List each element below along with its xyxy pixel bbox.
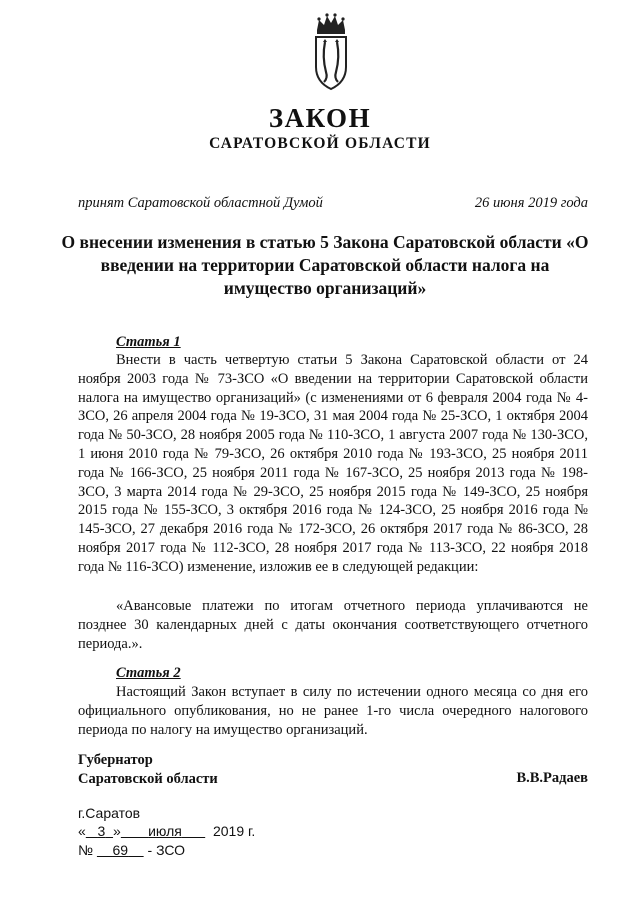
signatory-name: В.В.Радаев [516, 770, 588, 786]
number-suffix: - ЗСО [147, 842, 186, 858]
date-year: 2019 г. [212, 823, 256, 839]
law-title: О внесении изменения в статью 5 Закона Саратовской области «О введении на территории Саратовской области налога на имущество организаций» [61, 232, 589, 298]
date-open-quote: « [78, 823, 86, 839]
document-subtitle: САРАТОВСКОЙ ОБЛАСТИ [209, 135, 431, 152]
place-of-signing: г.Саратов [78, 805, 141, 821]
article-2-text: Настоящий Закон вступает в силу по истечении одного месяца со дня его официального опубликования, но не ранее 1-го числа очередного налогового периода по налогу на имущество организаций. [78, 684, 588, 738]
number-prefix: № [78, 842, 94, 858]
date-close-quote: » [113, 823, 121, 839]
article-1-body [78, 351, 588, 577]
date-month [121, 823, 205, 839]
adopted-by: принят Саратовской областной Думой [78, 195, 323, 211]
article-2-heading: Статья 2 [116, 665, 181, 681]
law-number [78, 842, 185, 858]
date-month-value: июля [148, 823, 182, 839]
number-value: 69 [112, 842, 129, 858]
date-day-value: 3 [97, 823, 106, 839]
number-field [97, 842, 144, 858]
document-title: ЗАКОН [268, 103, 372, 133]
date-day [86, 823, 113, 839]
signing-date [78, 823, 255, 839]
article-1-text: Внести в часть четвертую статьи 5 Закона Саратовской области от 24 ноября 2003 года № 73-ЗСО «О введении на территории Саратовской области налога на имущество организаций» (с изменениями от 6 февраля 2004 года № 4-ЗСО, 26 апреля 2004 года № 19-ЗСО, 31 мая 2004 года № 25-ЗСО, 1 октября 2004 года № 50-ЗСО, 28 ноября 2005 года № 110-ЗСО, 1 августа 2007 года № 130-ЗСО, 1 июня 2010 года № 79-ЗСО, 26 октября 2010 года № 193-ЗСО, 25 ноября 2011 года № 166-ЗСО, 25 ноября 2011 года № 167-ЗСО, 25 ноября 2013 года № 198-ЗСО, 3 марта 2014 года № 29-ЗСО, 25 ноября 2015 года № 149-ЗСО, 25 ноября 2015 года № 155-ЗСО, 3 октября 2016 года № 124-ЗСО, 25 ноября 2016 года № 145-ЗСО, 27 декабря 2016 года № 172-ЗСО, 26 октября 2017 года № 86-ЗСО, 28 ноября 2017 года № 112-ЗСО, 28 ноября 2017 года № 113-ЗСО, 22 ноября 2018 года № 116-ЗСО) изменение, изложив ее в следующей редакции: [78, 352, 588, 575]
signatory-title-line1: Губернатор [78, 752, 153, 768]
article-1-heading: Статья 1 [116, 334, 181, 350]
saratov-coat-of-arms-icon [311, 12, 351, 92]
article-2-body [78, 683, 588, 739]
signatory-title [78, 751, 218, 789]
article-1-quote: «Авансовые платежи по итогам отчетного периода уплачиваются не позднее 30 календарных дней с даты окончания соответствующего отчетного периода.». [78, 598, 588, 652]
signatory-title-line2: Саратовской области [78, 771, 218, 787]
adopted-date: 26 июня 2019 года [474, 195, 588, 211]
